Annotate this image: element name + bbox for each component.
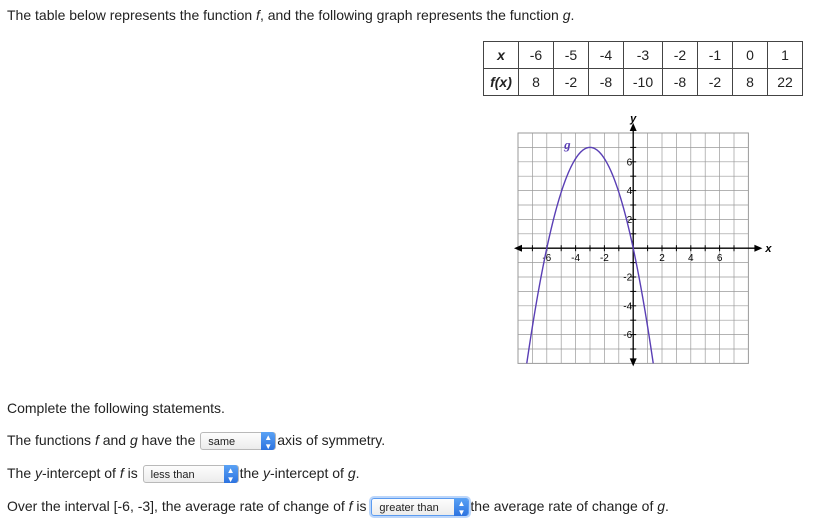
- rate-of-change-select[interactable]: greater than ▲ ▼: [371, 498, 469, 516]
- x-axis-label: x: [765, 243, 772, 256]
- statement-rate-of-change: Over the interval [-6, -3], the average rate of change of f is greater than ▲ ▼ the average rate of change of g.: [7, 498, 669, 518]
- x-tick-label: 4: [688, 253, 694, 265]
- table-header-x: x: [484, 42, 519, 69]
- table-cell: 8: [519, 69, 554, 96]
- y-tick-label: -4: [623, 301, 633, 313]
- function-table: [483, 41, 803, 96]
- table-cell: -8: [663, 69, 698, 96]
- table-cell: -1: [698, 42, 733, 69]
- table-header-fx: f(x): [484, 69, 519, 96]
- table-cell: 8: [733, 69, 768, 96]
- select-arrows-icon: ▲ ▼: [261, 432, 275, 450]
- y-intercept-select[interactable]: less than ▲ ▼: [143, 465, 239, 483]
- table-row-x: [484, 42, 803, 69]
- table-cell: -2: [554, 69, 589, 96]
- curve-label-g: g: [564, 136, 571, 152]
- x-tick-label: -4: [571, 253, 581, 265]
- table-cell: -10: [624, 69, 663, 96]
- table-cell: -4: [589, 42, 624, 69]
- statement-symmetry: The functions f and g have the same ▲ ▼ axis of symmetry.: [7, 432, 386, 452]
- x-axis-arrow-right-icon: [754, 245, 762, 252]
- symmetry-select[interactable]: same ▲ ▼: [200, 432, 276, 450]
- y-tick-label: 2: [626, 214, 633, 226]
- x-tick-label: 2: [659, 253, 665, 265]
- table-cell: -8: [589, 69, 624, 96]
- table-cell: -3: [624, 42, 663, 69]
- function-g-graph: [513, 113, 772, 378]
- y-tick-label: 6: [626, 157, 633, 169]
- x-tick-label: -2: [599, 253, 609, 265]
- y-axis-label: y: [630, 113, 637, 125]
- table-cell: 1: [768, 42, 803, 69]
- y-tick-label: -6: [623, 330, 633, 342]
- statements-heading: Complete the following statements.: [7, 400, 225, 416]
- intro-text: The table below represents the function f, and the following graph represents the function g.: [7, 7, 575, 23]
- table-cell: 0: [733, 42, 768, 69]
- select-arrows-icon: ▲ ▼: [224, 465, 238, 483]
- x-tick-label: -6: [542, 253, 552, 265]
- table-cell: -6: [519, 42, 554, 69]
- y-tick-label: -2: [623, 272, 633, 284]
- select-arrows-icon: ▲ ▼: [454, 498, 468, 516]
- x-tick-label: 6: [716, 253, 723, 265]
- table-cell: -2: [698, 69, 733, 96]
- statement-y-intercept: The y-intercept of f is less than ▲ ▼ the y-intercept of g.: [7, 465, 360, 485]
- table-cell: -5: [554, 42, 589, 69]
- table-cell: 22: [768, 69, 803, 96]
- y-tick-label: 4: [626, 186, 633, 198]
- table-row-fx: [484, 69, 803, 96]
- table-cell: -2: [663, 42, 698, 69]
